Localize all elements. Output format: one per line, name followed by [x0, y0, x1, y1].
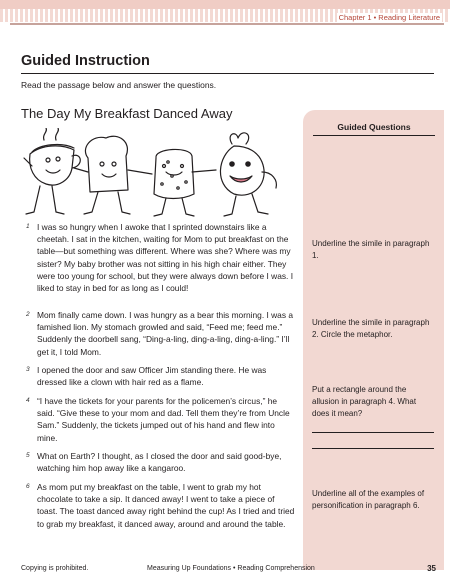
- book-title-footer: Measuring Up Foundations • Reading Comprehension: [147, 565, 315, 572]
- paragraph-number: 6: [26, 483, 30, 490]
- paragraph-3: [22, 364, 297, 388]
- guided-questions-panel: [303, 110, 444, 570]
- paragraph-2: [22, 309, 297, 358]
- toast-illustration: [74, 136, 152, 214]
- paragraph-text: As mom put my breakfast on the table, I went to grab my hot chocolate to take a sip. It danced away! I went to take a piece of toast. The toast danced away right behind the cup! As I tried and tried to grab my breakfast, it danced away, around and around the table.: [37, 482, 295, 529]
- paragraph-number: 5: [26, 452, 30, 459]
- paragraph-5: [22, 450, 297, 474]
- paragraph-text: I opened the door and saw Officer Jim standing there. He was dressed like a clown with hair red as a flame.: [37, 365, 267, 388]
- passage-title: The Day My Breakfast Danced Away: [21, 106, 233, 121]
- header-band-solid: [0, 0, 450, 9]
- paragraph-number: 4: [26, 397, 30, 404]
- page-number: 35: [427, 564, 436, 573]
- chapter-label: Chapter 1 • Reading Literature: [338, 13, 440, 22]
- paragraph-text: I was so hungry when I awoke that I sprinted downstairs like a cheetah. I sat in the kitchen, waiting for Mom to put breakfast on the table—but something was different. Where was she? Where was my sister? My baby brother was not sitting in his high chair either. They were too young for school, but they were always down before I was. I liked to stay in bed for as long as I could!: [37, 222, 294, 294]
- dancing-breakfast-illustration: [22, 128, 294, 220]
- paragraph-4: [22, 395, 297, 444]
- paragraph-text: “I have the tickets for your parents for the policemen’s circus,” he said. “Give these to your mom and dad. Tell them they’re from Uncle Sam.” Suddenly, the tickets jumped out of his hand and flew into mine.: [37, 396, 290, 443]
- question-2: Underline the simile in paragraph 2. Circle the metaphor.: [312, 318, 430, 339]
- paragraph-number: 3: [26, 366, 30, 373]
- copyright-notice: Copying is prohibited.: [21, 565, 89, 572]
- answer-line: [312, 432, 434, 433]
- paragraph-1: [22, 221, 297, 294]
- instructions-text: Read the passage below and answer the questions.: [21, 80, 217, 90]
- paragraph-number: 1: [26, 223, 30, 230]
- candy-illustration: [220, 133, 276, 216]
- paragraph-text: Mom finally came down. I was hungry as a bear this morning. I was a famished lion. My stomach growled and said, “Feed me; feed me.” Suddenly the doorbell sang, “Ding-a-ling, ding-a-ling, ding-a-ling.” I’ll get it, I told Mom.: [37, 310, 294, 357]
- paragraph-number: 2: [26, 311, 30, 318]
- paragraph-6: [22, 481, 297, 530]
- section-heading: Guided Instruction: [21, 53, 150, 69]
- guided-questions-title: Guided Questions: [313, 122, 435, 136]
- header-divider: [10, 23, 444, 25]
- question-4: Underline all of the examples of personification in paragraph 6.: [312, 489, 425, 510]
- heading-rule: [21, 73, 434, 74]
- mug-illustration: [24, 128, 80, 214]
- question-1: Underline the simile in paragraph 1.: [312, 239, 430, 260]
- biscuit-illustration: [154, 149, 216, 216]
- answer-line: [312, 448, 434, 449]
- paragraph-text: What on Earth? I thought, as I closed the door and said good-bye, watching him hop away like a kangaroo.: [37, 451, 282, 474]
- question-3: Put a rectangle around the allusion in paragraph 4. What does it mean?: [312, 385, 417, 418]
